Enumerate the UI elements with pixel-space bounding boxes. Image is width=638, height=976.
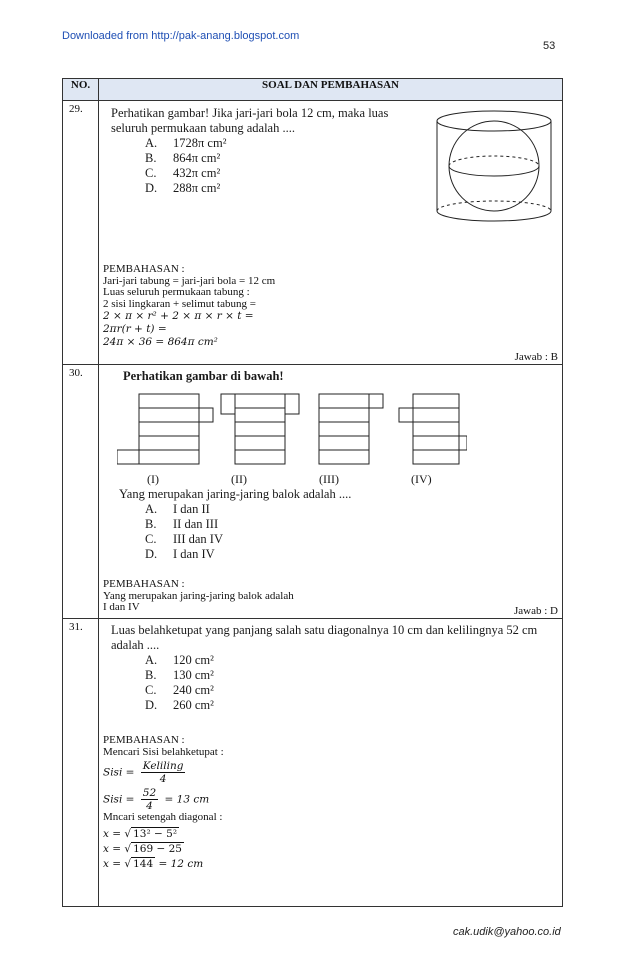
answer-label: Jawab : D (514, 605, 558, 617)
net-label: (I) (147, 472, 159, 486)
table-row (63, 101, 563, 365)
options-list (111, 502, 558, 562)
option-d: D. I dan IV (145, 547, 215, 561)
x-line: x = √ 144 = 12 cm (103, 857, 204, 870)
options-list (111, 653, 558, 713)
pembahasan-line: 2 sisi lingkaran + selimut tabung = (103, 297, 256, 310)
math-line: 2 × π × r² + 2 × π × r × t = (103, 310, 254, 322)
option-a: A. I dan II (145, 502, 210, 516)
answer-label: Jawab : B (514, 351, 558, 363)
pembahasan-label: PEMBAHASAN : (103, 734, 185, 746)
diagonal-label: Mncari setengah diagonal : (103, 811, 223, 823)
row-content (99, 619, 563, 907)
option-c: C. III dan IV (145, 532, 223, 546)
option-b: B. 864π cm² (145, 151, 221, 165)
x-line: x = √ 13² − 5² (103, 827, 178, 840)
pembahasan-line: Yang merupakan jaring-jaring balok adalah (103, 589, 294, 602)
pembahasan-line: I dan IV (103, 601, 140, 613)
pembahasan-label: PEMBAHASAN : (103, 263, 185, 275)
header-no: NO. (63, 79, 99, 101)
question-text: Luas belahketupat yang panjang salah satu diagonalnya 10 cm dan kelilingnya 52 cm adalah .... (111, 623, 538, 652)
soal-table (62, 78, 563, 907)
net-label: (IV) (410, 472, 432, 486)
pembahasan-line: Jari-jari tabung = jari-jari bola = 12 cm (103, 274, 276, 287)
row-content (99, 365, 563, 619)
pembahasan-line: Luas seluruh permukaan tabung : (103, 286, 250, 298)
footer-email: cak.udik@yahoo.co.id (453, 926, 561, 938)
row-number: 31. (63, 619, 99, 907)
row-number: 30. (63, 365, 99, 619)
row-number: 29. (63, 101, 99, 365)
option-a: A. 120 cm² (145, 653, 214, 667)
sisi-value: Sisi = $\frac{52}{4}$ = 13 cm (103, 787, 210, 812)
question-text-2: Yang merupakan jaring-jaring balok adalah .... (119, 487, 352, 501)
cylinder-sphere-figure (429, 107, 559, 225)
math-line: 2πr(r + t) = (103, 323, 167, 335)
math-line: 24π × 36 = 864π cm² (103, 336, 218, 348)
option-c: C. 240 cm² (145, 683, 214, 697)
net-label: (II) (231, 472, 247, 486)
question-text: Perhatikan gambar di bawah! (123, 369, 284, 383)
x-line: x = √ 169 − 25 (103, 842, 182, 855)
pembahasan-label: PEMBAHASAN : (103, 578, 185, 590)
source-link[interactable]: Downloaded from http://pak-anang.blogspot.com (62, 30, 300, 42)
option-d: D. 288π cm² (145, 181, 221, 195)
question-text: Perhatikan gambar! Jika jari-jari bola 12 cm, maka luas seluruh permukaan tabung adalah .... (111, 106, 389, 135)
page-number: 53 (543, 40, 556, 52)
option-c: C. 432π cm² (145, 166, 221, 180)
table-row (63, 365, 563, 619)
option-b: B. 130 cm² (145, 668, 214, 682)
option-b: B. II dan III (145, 517, 219, 531)
pembahasan-line: Mencari Sisi belahketupat : (103, 745, 224, 758)
box-nets-figure (117, 388, 467, 470)
sisi-formula: Sisi = $\frac{\text{Keliling}}{4}$ (103, 760, 184, 785)
table-row (63, 619, 563, 907)
option-d: D. 260 cm² (145, 698, 214, 712)
header-soal: SOAL DAN PEMBAHASAN (99, 79, 563, 101)
row-content (99, 101, 563, 365)
net-label: (III) (318, 472, 339, 486)
option-a: A. 1728π cm² (145, 136, 227, 150)
